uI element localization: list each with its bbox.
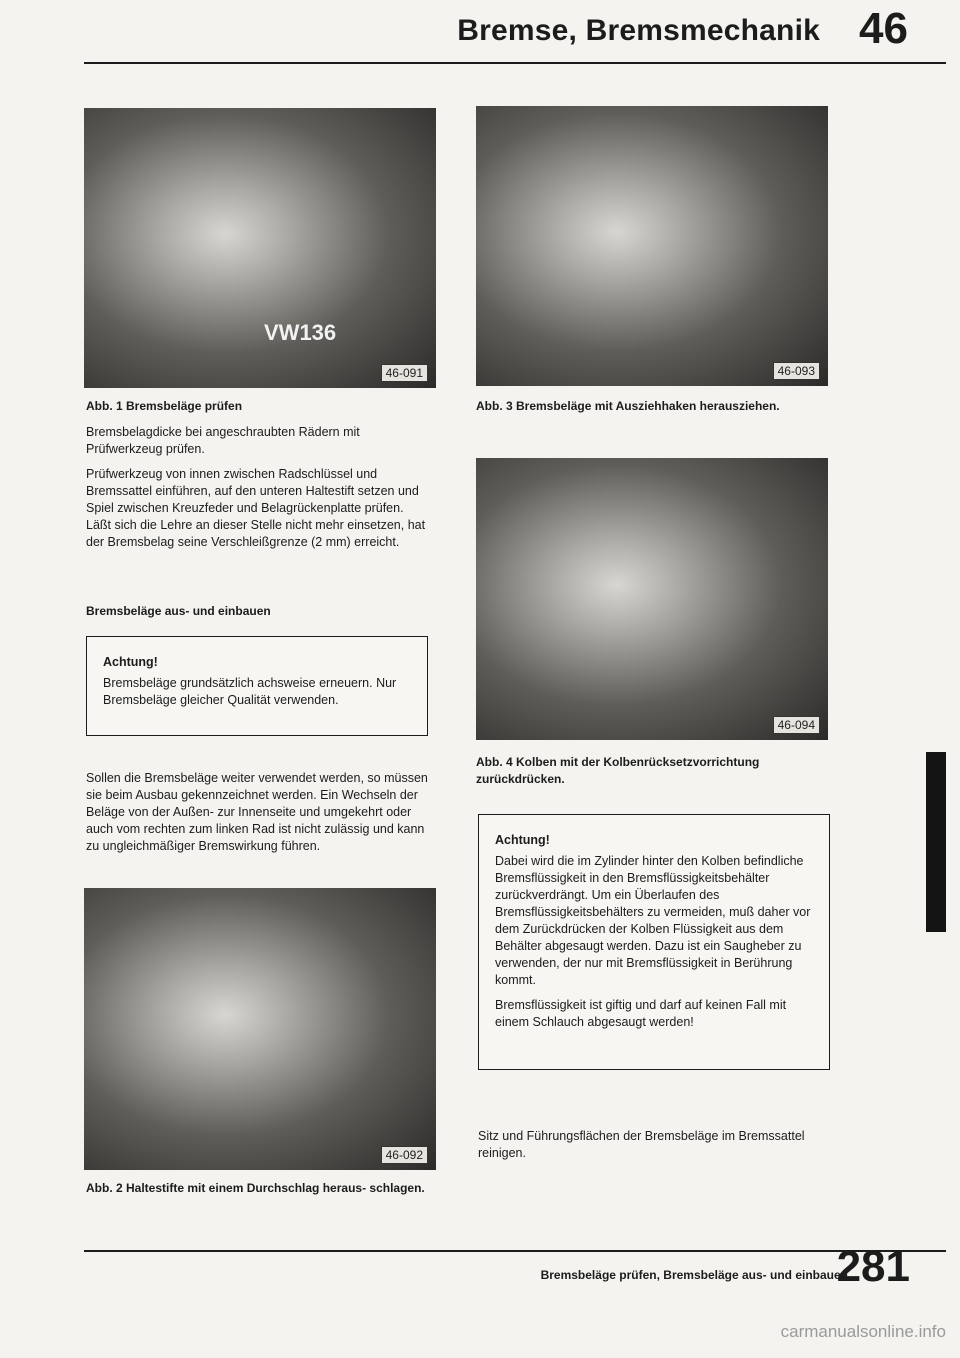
figure-ref: 46-093	[773, 362, 820, 380]
figure-4-caption: Abb. 4 Kolben mit der Kolbenrücksetzvorrichtung zurückdrücken.	[476, 755, 760, 786]
left-text-block-2	[86, 770, 428, 863]
notice-box-left	[86, 636, 428, 736]
notice-warning: Bremsflüssigkeit ist giftig und darf auf keinen Fall mit einem Schlauch abgesaugt werden!	[495, 998, 787, 1029]
paragraph: Sollen die Bremsbeläge weiter verwendet werden, so müssen sie beim Ausbau gekennzeichnet werden. Ein Wechseln der Beläge von der Außen- zur Innenseite und umgekehrt oder auch vom rechten zum linken Rad ist nicht zulässig und kann zu ungleichmäßiger Bremswirkung führen.	[86, 771, 428, 853]
watermark: carmanualsonline.info	[780, 1322, 946, 1341]
left-text-block	[86, 424, 426, 559]
figure-3-caption: Abb. 3 Bremsbeläge mit Ausziehhaken herausziehen.	[476, 399, 780, 413]
figure-4-photo	[476, 458, 828, 740]
right-text-block	[478, 1128, 830, 1170]
notice-box-right	[478, 814, 830, 1070]
page-header-title: Bremse, Bremsmechanik	[457, 14, 820, 47]
figure-1-photo	[84, 108, 436, 388]
notice-title: Achtung!	[103, 655, 158, 669]
tool-label: VW136	[264, 320, 337, 345]
paragraph: Prüfwerkzeug von innen zwischen Radschlüssel und Bremssattel einführen, auf den unteren Haltestift setzen und Spiel zwischen Kreuzfeder und Belagrückenplatte prüfen. Läßt sich die Lehre an dieser Stelle nicht mehr einsetzen, hat der Bremsbelag seine Verschleißgrenze (2 mm) erreicht.	[86, 467, 426, 549]
notice-body: Bremsbeläge grundsätzlich achsweise erneuern. Nur Bremsbeläge gleicher Qualität verwenden.	[103, 676, 397, 707]
footer-section-title: Bremsbeläge prüfen, Bremsbeläge aus- und einbauen	[540, 1268, 848, 1282]
figure-ref: 46-091	[381, 364, 428, 382]
page-number: 281	[836, 1242, 910, 1291]
notice-body: Dabei wird die im Zylinder hinter den Kolben befindliche Bremsflüssigkeit in den Bremsflüssigkeitsbehälter zurückverdrängt. Um ein Überlaufen des Bremsflüssigkeitsbehälters zu vermeiden, muß daher vor dem Zurückdrücken der Kolben Flüssigkeit aus dem Behälter abgesaugt werden. Dazu ist ein Saugheber zu verwenden, der nur mit Bremsflüssigkeit in Berührung kommt.	[495, 854, 811, 987]
figure-ref: 46-092	[381, 1146, 428, 1164]
chapter-number: 46	[859, 4, 908, 53]
chapter-thumb-tab	[926, 752, 946, 932]
figure-ref: 46-094	[773, 716, 820, 734]
section-subheading: Bremsbeläge aus- und einbauen	[86, 604, 271, 618]
figure-1-caption: Abb. 1 Bremsbeläge prüfen	[86, 399, 243, 413]
paragraph: Sitz und Führungsflächen der Bremsbeläge im Bremssattel reinigen.	[478, 1129, 805, 1160]
header-rule	[84, 62, 946, 64]
figure-3-photo	[476, 106, 828, 386]
paragraph: Bremsbelagdicke bei angeschraubten Rädern mit Prüfwerkzeug prüfen.	[86, 425, 360, 456]
figure-2-photo	[84, 888, 436, 1170]
footer-rule	[84, 1250, 946, 1252]
notice-title: Achtung!	[495, 833, 550, 847]
figure-2-caption: Abb. 2 Haltestifte mit einem Durchschlag heraus- schlagen.	[86, 1181, 425, 1195]
